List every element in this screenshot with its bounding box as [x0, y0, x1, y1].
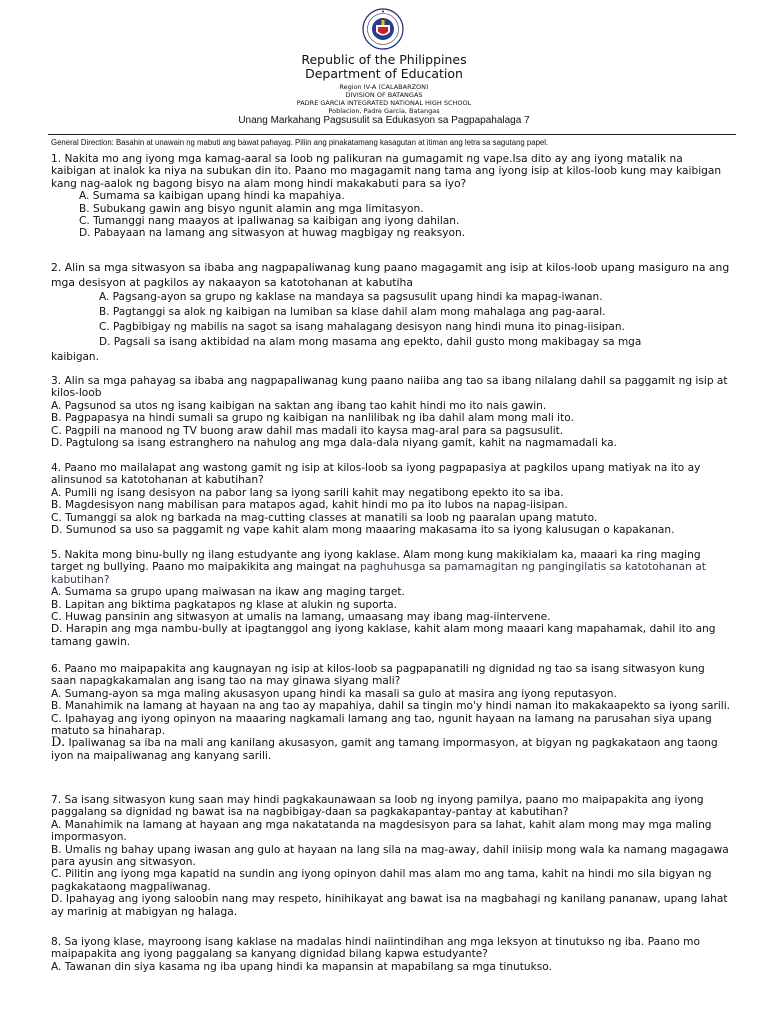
option-c: C. Huwag pansinin ang sitwasyon at umalis na lamang, umaasang may ibang mag-iintervene.: [51, 611, 551, 624]
question-stem: 2. Alin sa mga sitwasyon sa ibaba ang nagpapaliwanag kung paano magagamit ang isip at kilos-loob upang masiguro na ang mga desisyon at pagkilos ay nakaayon sa katotohanan at kabutiha: [51, 261, 730, 289]
question-stem: 6. Paano mo maipapakita ang kaugnayan ng isip at kilos-loob sa pagpapanatili ng dignidad ng tao sa isang sitwasyon kung saan napagkakamalan ang isang tao na may ginawa siyang mali?: [51, 663, 705, 688]
option-d-continued: kaibigan.: [51, 351, 99, 363]
school-name: PADRE GARCIA INTEGRATED NATIONAL HIGH SCHOOL: [296, 99, 472, 107]
option-b: B. Magdesisyon nang mabilisan para matapos agad, kahit hindi mo pa ito lubos na napag-iisipan.: [51, 499, 568, 512]
republic-heading: Republic of the Philippines: [301, 52, 467, 67]
general-direction: General Direction: Basahin at unawain ng mabuti ang bawat pahayag. Piliin ang pinakatamang kasagutan at itiman ang letra sa sagutang papel.: [51, 138, 549, 147]
option-a: A. Manahimik na lamang at hayaan ang mga nakatatanda na magdesisyon para sa lahat, kahit alam mong may mga maling impormasyon.: [51, 818, 712, 844]
option-c: C. Tumanggi sa alok ng barkada na mag-cutting classes at manatili sa loob ng paaralan upang matuto.: [51, 511, 598, 524]
option-a: A. Pagsang-ayon sa grupo ng kaklase na mandaya sa pagsusulit upang hindi ka mapag-iwanan.: [99, 291, 603, 303]
option-d: D. Sumunod sa uso sa paggamit ng vape kahit alam mong maaaring makasama ito sa iyong kalusugan o kapakanan.: [51, 524, 675, 537]
option-c: C. Pilitin ang iyong mga kapatid na sundin ang iyong opinyon dahil mas alam mo ang tama, kahit na hindi mo sila bigyan ng pagkakataong magpaliwanag.: [51, 868, 712, 893]
question-stem: 8. Sa iyong klase, mayroong isang kaklase na madalas hindi naiintindihan ang mga leksyon at tinutukso ng iba. Paano mo maipapakita ang iyong paggalang sa kanyang dignidad bilang kapwa estudyante?: [51, 936, 700, 961]
option-a: A. Sumama sa kaibigan upang hindi ka mapahiya.: [79, 190, 345, 203]
question-stem: 4. Paano mo mailalapat ang wastong gamit ng isip at kilos-loob sa iyong pagpapasiya at pagkilos upang matiyak na ito ay alinsunod sa katotohanan at kabutihan?: [51, 462, 701, 487]
region-line: Region IV-A (CALABARZON): [339, 83, 429, 91]
department-heading: Department of Education: [305, 66, 463, 81]
option-b: B. Pagpapasya na hindi sumali sa grupo ng kaibigan na nanlilibak ng iba dahil alam mong mali ito.: [51, 412, 574, 425]
deped-seal-logo: [362, 8, 404, 50]
question-stem: 5. Nakita mong binu-bully ng ilang estudyante ang iyong kaklase. Alam mong kung makikialam ka, maaari ka ring maging target ng bullying. Paano mo maipakikita ang maingat na: [51, 549, 701, 574]
option-d: [51, 737, 731, 762]
header-divider: [48, 134, 736, 135]
option-c: C. Tumanggi nang maayos at ipaliwanag sa kaibigan ang iyong dahilan.: [79, 215, 460, 228]
question-stem-highlight: paghuhusga sa pamamagitan ng pangingilatis sa katotohanan at kabutihan?: [51, 561, 706, 586]
option-c: C. Pagpili na manood ng TV buong araw dahil mas madali ito kaysa mag-aral para sa pagsusulit.: [51, 424, 564, 437]
option-d-letter: D.: [51, 735, 66, 751]
option-c: C. Pagbibigay ng mabilis na sagot sa isang mahalagang desisyon nang hindi muna ito pinag-iisipan.: [99, 321, 625, 333]
option-c: C. Ipahayag ang iyong opinyon na maaaring nagkamali lamang ang tao, ngunit hayaan na lamang na parusahan siya upang matuto sa hinaharap.: [51, 712, 712, 738]
question-3: [51, 375, 731, 449]
option-b: B. Manahimik na lamang at hayaan na ang tao ay mapahiya, dahil sa tingin mo'y hindi naman ito makakaapekto sa iyong sarili.: [51, 700, 731, 713]
option-a: A. Sumang-ayon sa mga maling akusasyon upang hindi ka masali sa gulo at masira ang iyong reputasyon.: [51, 687, 617, 700]
question-stem: 1. Nakita mo ang iyong mga kamag-aaral sa loob ng palikuran na gumagamit ng vape.Isa dito ay ang iyong matalik na kaibigan at inalok ka niya na subukan din ito. Paano mo magagamit nang tama ang iyong isip at kilos-loob kung may kaibigan kang nag-aalok ng bagong bisyo na alam mong hindi makakabuti para sa iyo?: [51, 153, 722, 190]
option-d: D. Pabayaan na lamang ang sitwasyon at huwag magbigay ng reaksyon.: [79, 227, 466, 240]
question-stem: 7. Sa isang sitwasyon kung saan may hindi pagkakaunawaan sa loob ng inyong pamilya, paano mo maipapakita ang iyong paggalang sa dignidad ng bawat isa na nagbibigay-daan sa pagkakapantay-pantay at kabutihan?: [51, 794, 704, 819]
option-b: B. Pagtanggi sa alok ng kaibigan na lumiban sa klase dahil alam mong mahalaga ang pag-aaral.: [99, 306, 606, 318]
option-d: D. Ipahayag ang iyong saloobin nang may respeto, hinihikayat ang bawat isa na magbahagi ng kanilang pananaw, upang lahat ay marinig at mabigyan ng halaga.: [51, 893, 728, 918]
question-4: [51, 462, 731, 536]
option-b: B. Subukang gawin ang bisyo ngunit alamin ang mga limitasyon.: [79, 202, 424, 215]
option-a: A. Pagsunod sa utos ng isang kaibigan na saktan ang ibang tao kahit hindi mo ito nais gawin.: [51, 399, 547, 412]
question-2: [51, 260, 731, 365]
question-7: [51, 794, 731, 918]
option-d: D. Pagsali sa isang aktibidad na alam mong masama ang epekto, dahil gusto mong makibagay sa mga: [99, 336, 642, 348]
option-b: B. Umalis ng bahay upang iwasan ang gulo at hayaan na lang sila na mag-away, dahil iniisip mong wala ka namang magagawa para ayusin ang sitwasyon.: [51, 843, 729, 869]
option-d: D. Harapin ang mga nambu-bully at ipagtanggol ang iyong kaklase, kahit alam mong maaari kang mapahamak, dahil ito ang tamang gawin.: [51, 623, 716, 648]
school-address: Poblacion, Padre Garcia, Batangas: [328, 107, 440, 115]
exam-title: Unang Markahang Pagsusulit sa Edukasyon sa Pagpapahalaga 7: [238, 115, 530, 126]
question-6: [51, 663, 731, 762]
division-line: DIVISION OF BATANGAS: [345, 91, 423, 99]
option-a: A. Sumama sa grupo upang maiwasan na ikaw ang maging target.: [51, 586, 405, 599]
option-b: B. Lapitan ang biktima pagkatapos ng klase at alukin ng suporta.: [51, 598, 398, 611]
question-5: [51, 549, 731, 648]
option-a: A. Tawanan din siya kasama ng iba upang hindi ka mapansin at mapabilang sa mga tinutukso.: [51, 960, 552, 973]
option-a: A. Pumili ng isang desisyon na pabor lang sa iyong sarili kahit may negatibong epekto ito sa iba.: [51, 486, 564, 499]
question-stem: 3. Alin sa mga pahayag sa ibaba ang nagpapaliwanag kung paano naiiba ang tao sa ibang nilalang dahil sa paggamit ng isip at kilos-loob: [51, 375, 728, 400]
option-d: D. Pagtulong sa isang estranghero na nahulog ang mga dala-dala niyang gamit, kahit na nagmamadali ka.: [51, 437, 617, 450]
question-8: [51, 936, 731, 973]
option-d-text: Ipaliwanag sa iba na mali ang kanilang akusasyon, gamit ang tamang impormasyon, at bigyan ng pagkakataon ang taong iyon na maipaliwanag ang kanyang sarili.: [51, 737, 718, 762]
question-1: [51, 153, 731, 240]
